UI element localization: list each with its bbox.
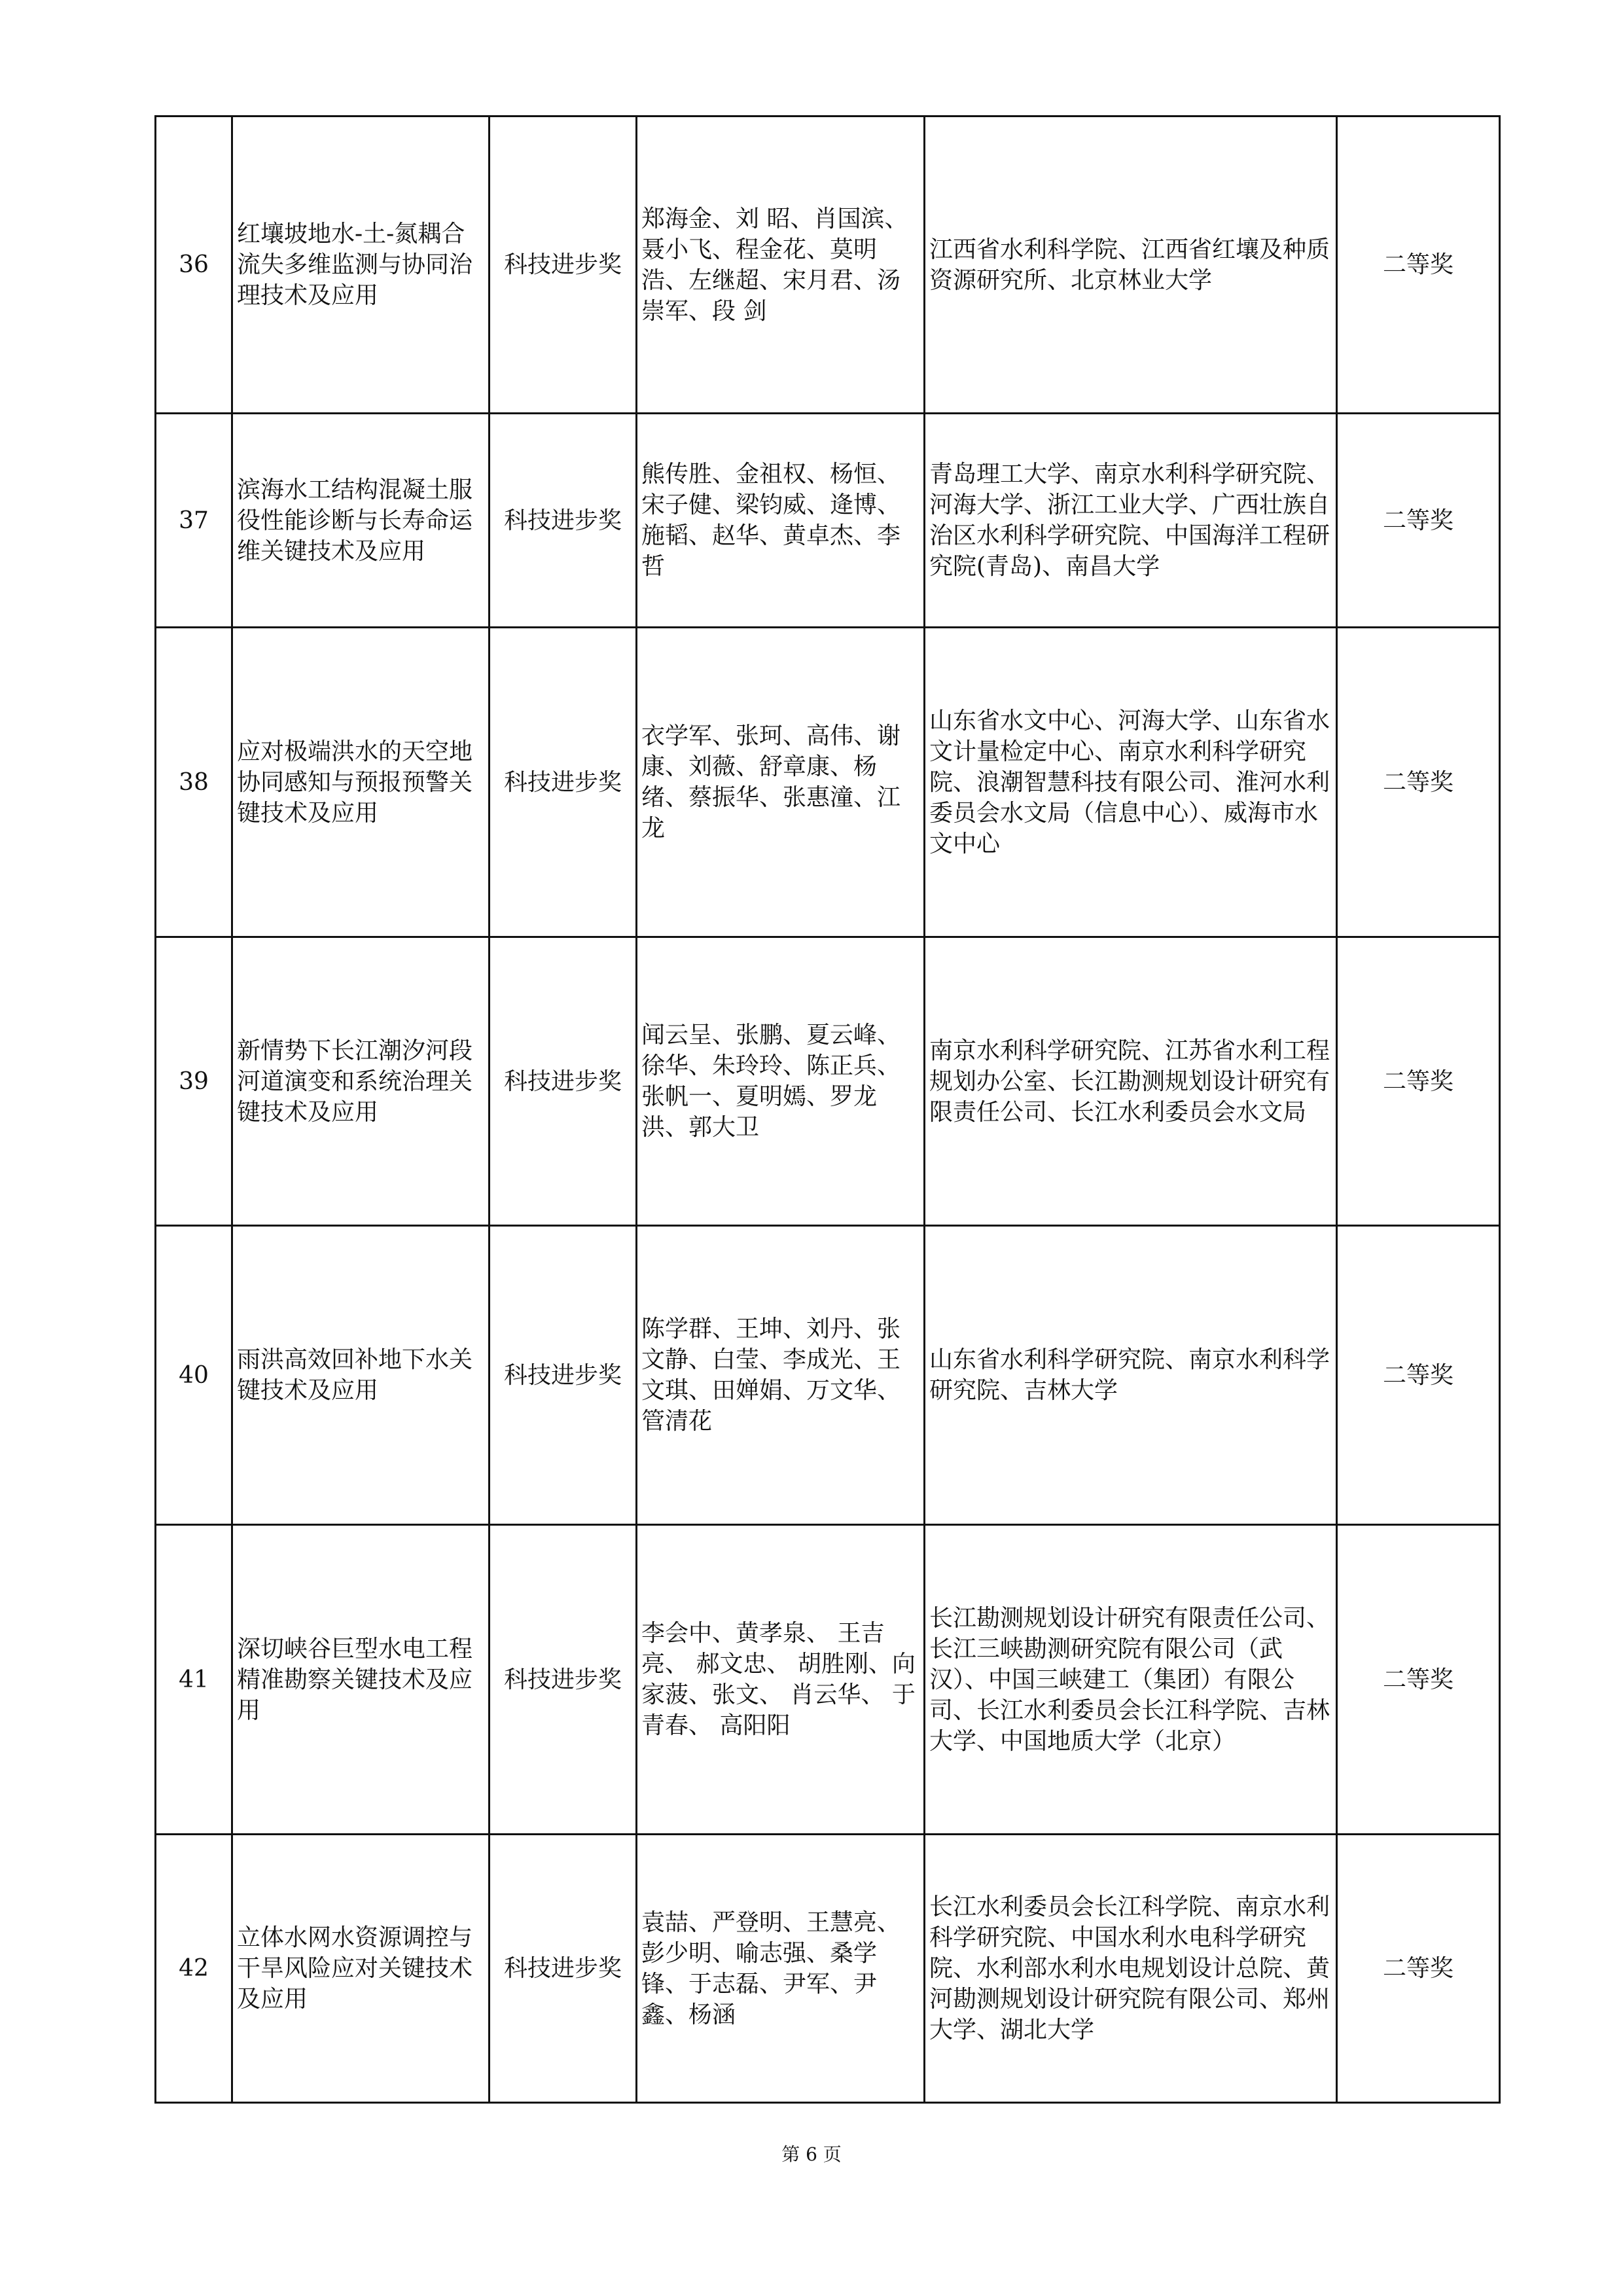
table-row xyxy=(156,937,1500,1226)
award-category: 科技进步奖 xyxy=(490,117,637,414)
project-name: 滨海水工结构混凝土服役性能诊断与长寿命运维关键技术及应用 xyxy=(232,414,490,628)
completers: 衣学军、张珂、高伟、谢康、刘薇、舒章康、杨绪、蔡振华、张惠潼、江龙 xyxy=(637,628,925,937)
award-level: 二等奖 xyxy=(1337,1835,1500,2103)
award-level: 二等奖 xyxy=(1337,937,1500,1226)
completers: 郑海金、刘 昭、肖国滨、聂小飞、程金花、莫明浩、左继超、宋月君、汤崇军、段 剑 xyxy=(637,117,925,414)
table-row xyxy=(156,1835,1500,2103)
award-level: 二等奖 xyxy=(1337,117,1500,414)
completing-units: 山东省水文中心、河海大学、山东省水文计量检定中心、南京水利科学研究院、浪潮智慧科技有限公司、淮河水利委员会水文局（信息中心）、威海市水文中心 xyxy=(925,628,1337,937)
completers: 李会中、黄孝泉、 王吉亮、 郝文忠、 胡胜刚、向家菠、张文、 肖云华、 于青春、 高阳阳 xyxy=(637,1525,925,1835)
completers: 闻云呈、张鹏、夏云峰、徐华、朱玲玲、陈正兵、张帆一、夏明嫣、罗龙洪、郭大卫 xyxy=(637,937,925,1226)
award-category: 科技进步奖 xyxy=(490,414,637,628)
row-number: 36 xyxy=(156,117,232,414)
award-level: 二等奖 xyxy=(1337,628,1500,937)
completing-units: 长江勘测规划设计研究有限责任公司、长江三峡勘测研究院有限公司（武汉）、中国三峡建工（集团）有限公司、长江水利委员会长江科学院、吉林大学、中国地质大学（北京） xyxy=(925,1525,1337,1835)
completing-units: 长江水利委员会长江科学院、南京水利科学研究院、中国水利水电科学研究院、水利部水利水电规划设计总院、黄河勘测规划设计研究院有限公司、郑州大学、湖北大学 xyxy=(925,1835,1337,2103)
project-name: 雨洪高效回补地下水关键技术及应用 xyxy=(232,1226,490,1525)
award-table xyxy=(154,115,1501,2104)
row-number: 40 xyxy=(156,1226,232,1525)
completers: 袁喆、严登明、王慧亮、彭少明、喻志强、桑学锋、于志磊、尹军、尹鑫、杨涵 xyxy=(637,1835,925,2103)
award-category: 科技进步奖 xyxy=(490,628,637,937)
completing-units: 山东省水利科学研究院、南京水利科学研究院、吉林大学 xyxy=(925,1226,1337,1525)
project-name: 新情势下长江潮汐河段河道演变和系统治理关键技术及应用 xyxy=(232,937,490,1226)
award-category: 科技进步奖 xyxy=(490,1226,637,1525)
award-category: 科技进步奖 xyxy=(490,1835,637,2103)
award-category: 科技进步奖 xyxy=(490,937,637,1226)
table-row xyxy=(156,1525,1500,1835)
award-category: 科技进步奖 xyxy=(490,1525,637,1835)
completers: 熊传胜、金祖权、杨恒、宋子健、梁钧威、逄博、施韬、赵华、黄卓杰、李哲 xyxy=(637,414,925,628)
project-name: 红壤坡地水-土-氮耦合流失多维监测与协同治理技术及应用 xyxy=(232,117,490,414)
table-row xyxy=(156,117,1500,414)
row-number: 38 xyxy=(156,628,232,937)
table-row xyxy=(156,628,1500,937)
project-name: 立体水网水资源调控与干旱风险应对关键技术及应用 xyxy=(232,1835,490,2103)
completers: 陈学群、王坤、刘丹、张文静、白莹、李成光、王文琪、田婵娟、万文华、管清花 xyxy=(637,1226,925,1525)
page-number: 第 6 页 xyxy=(781,2144,842,2165)
table-body xyxy=(156,117,1500,2103)
award-level: 二等奖 xyxy=(1337,1525,1500,1835)
award-level: 二等奖 xyxy=(1337,1226,1500,1525)
completing-units: 南京水利科学研究院、江苏省水利工程规划办公室、长江勘测规划设计研究有限责任公司、长江水利委员会水文局 xyxy=(925,937,1337,1226)
award-level: 二等奖 xyxy=(1337,414,1500,628)
row-number: 37 xyxy=(156,414,232,628)
row-number: 41 xyxy=(156,1525,232,1835)
completing-units: 青岛理工大学、南京水利科学研究院、河海大学、浙江工业大学、广西壮族自治区水利科学研究院、中国海洋工程研究院(青岛)、南昌大学 xyxy=(925,414,1337,628)
row-number: 39 xyxy=(156,937,232,1226)
completing-units: 江西省水利科学院、江西省红壤及种质资源研究所、北京林业大学 xyxy=(925,117,1337,414)
project-name: 应对极端洪水的天空地协同感知与预报预警关键技术及应用 xyxy=(232,628,490,937)
table-row xyxy=(156,414,1500,628)
table-row xyxy=(156,1226,1500,1525)
row-number: 42 xyxy=(156,1835,232,2103)
project-name: 深切峡谷巨型水电工程精准勘察关键技术及应用 xyxy=(232,1525,490,1835)
